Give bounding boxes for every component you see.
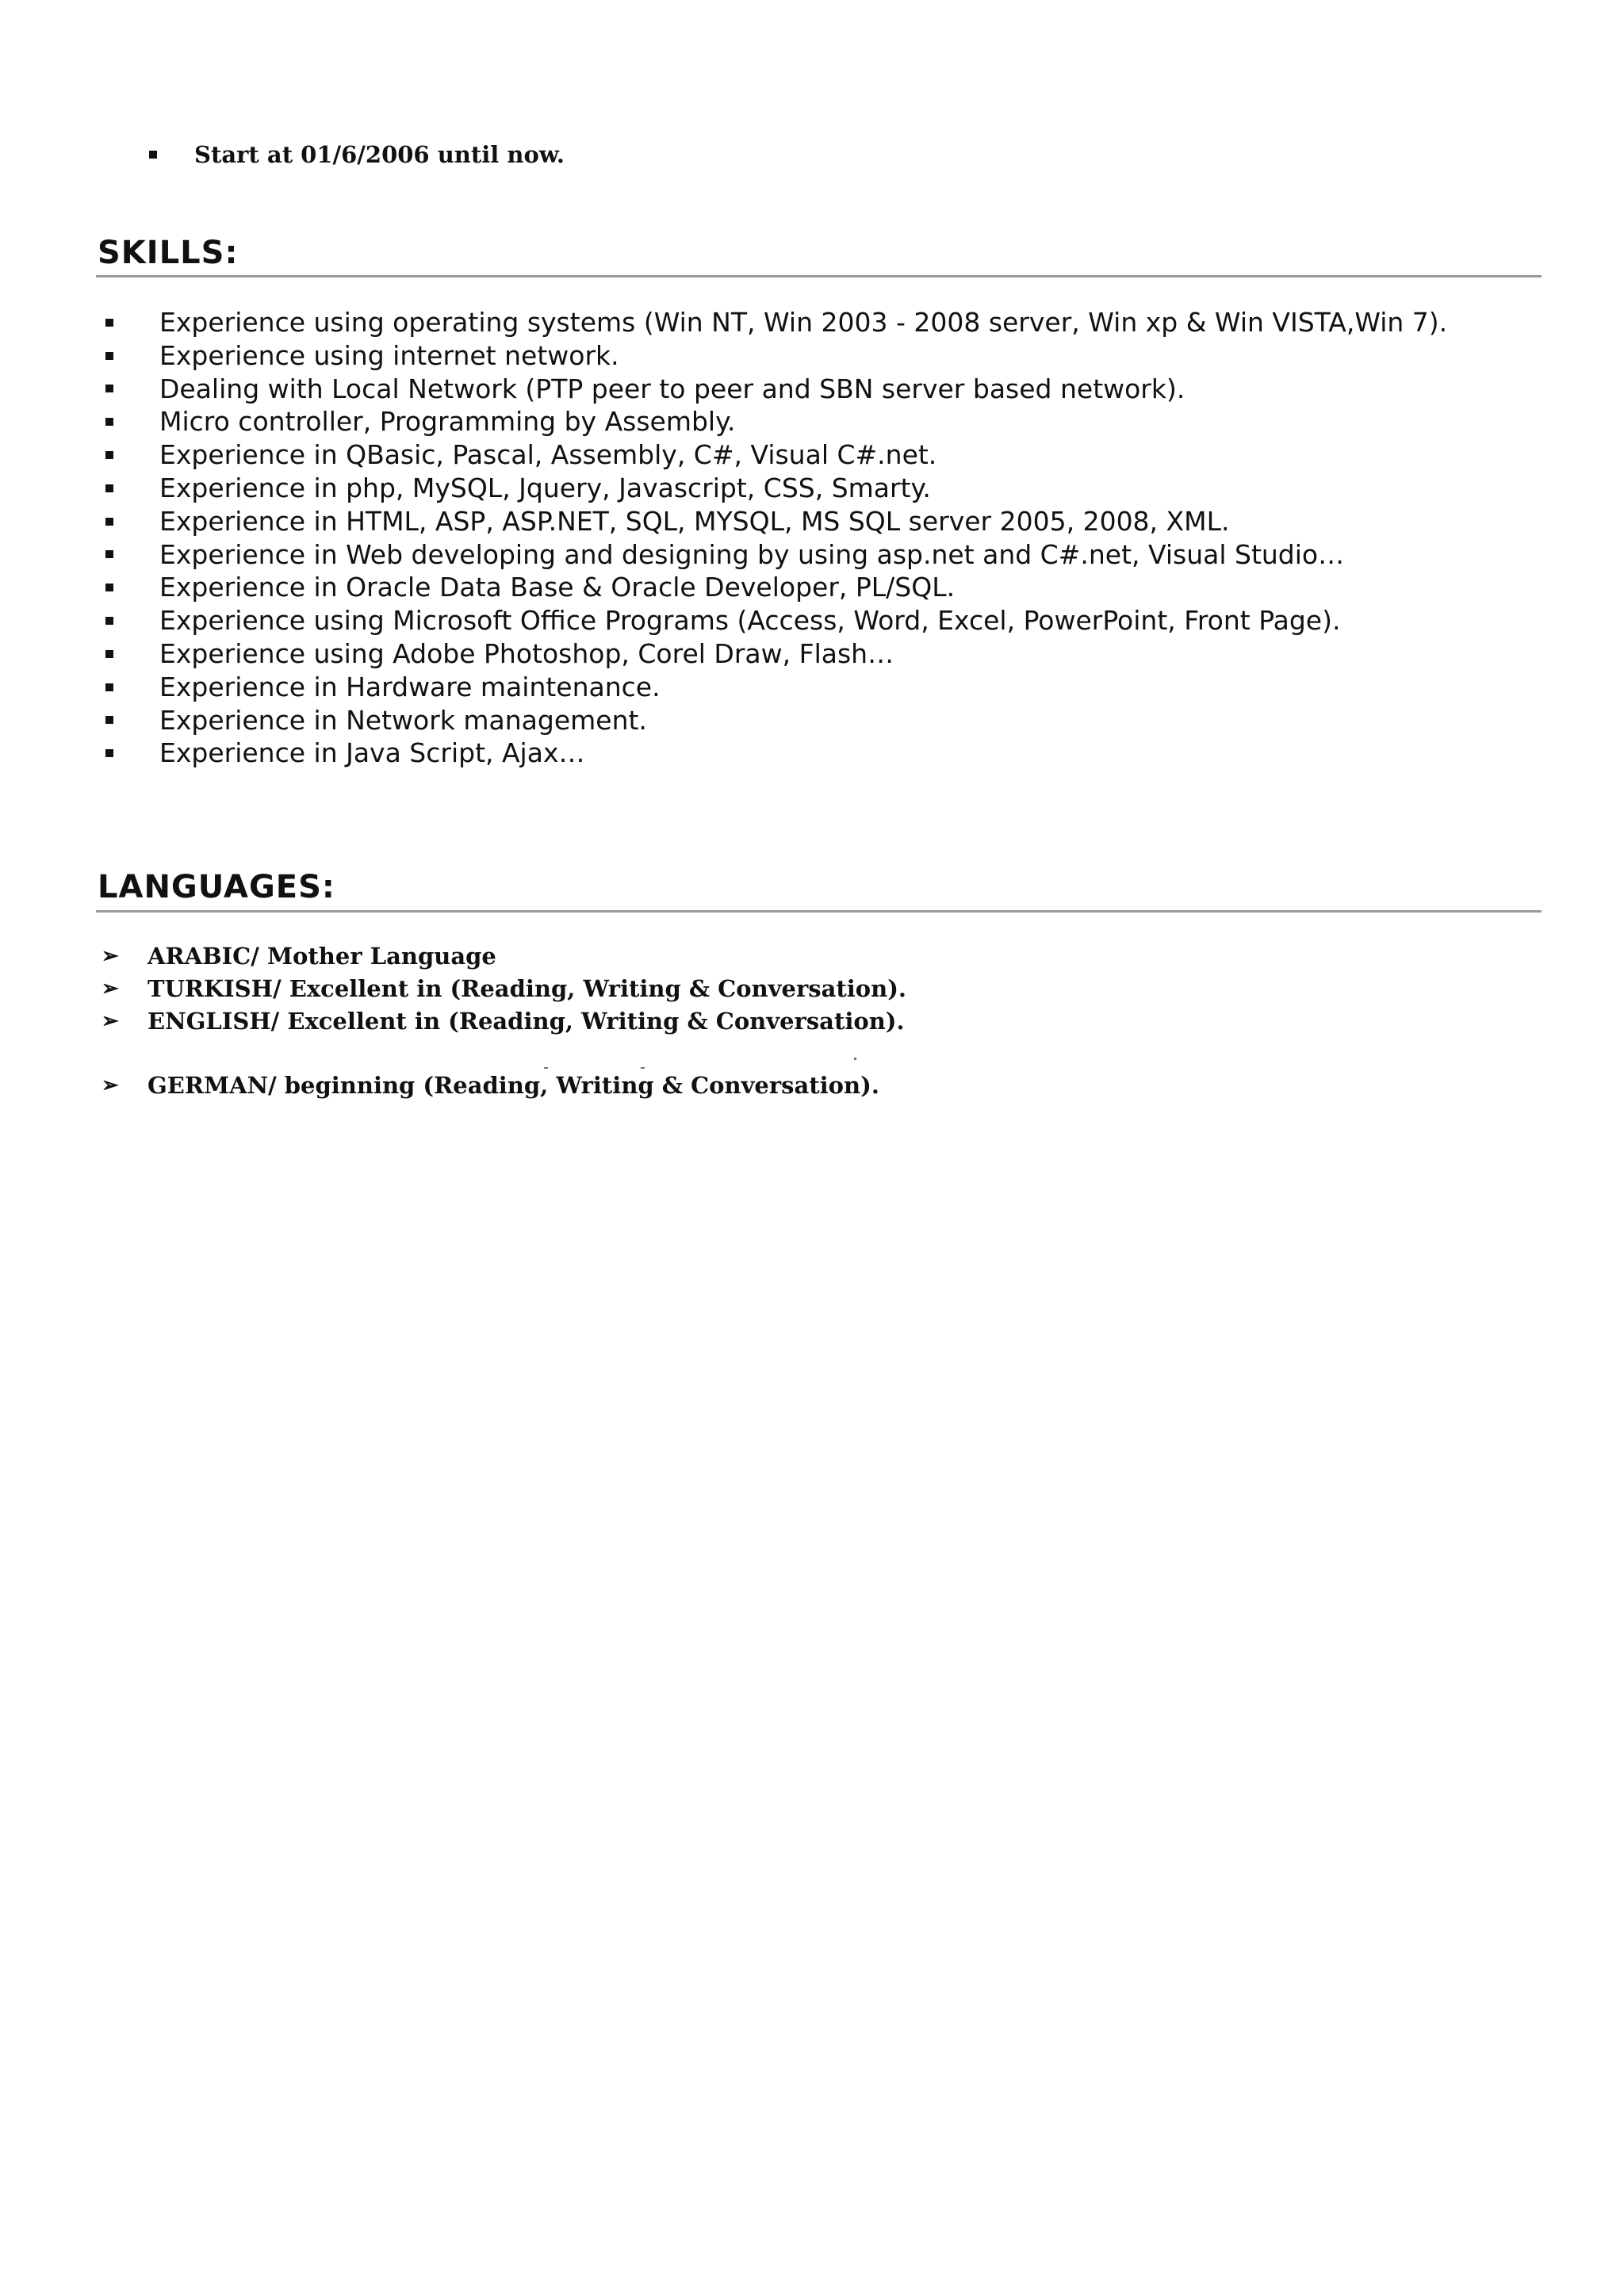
skill-text: Micro controller, Programming by Assembly. [159,406,736,438]
languages-divider [96,910,1542,913]
language-text: ENGLISH/ Excellent in (Reading, Writing & Conversation). [147,1008,905,1035]
square-bullet-icon [105,484,113,492]
list-item [105,704,1447,737]
employment-period-item [149,141,565,168]
square-bullet-icon [105,617,113,625]
list-item [105,538,1447,572]
list-item [105,637,1447,671]
list-item [105,472,1447,505]
language-text: TURKISH/ Excellent in (Reading, Writing & Conversation). [147,975,907,1002]
list-item [102,973,906,1005]
square-bullet-icon [105,518,113,526]
list-item [105,339,1447,373]
list-item [102,940,906,973]
arrow-bullet-icon: ➢ [102,944,119,968]
list-item [105,604,1447,637]
square-bullet-icon [105,749,113,757]
skill-text: Experience using Adobe Photoshop, Corel Draw, Flash… [159,637,894,669]
square-bullet-icon [105,352,113,360]
skill-text: Experience in Web developing and designing by using asp.net and C#.net, Visual Studio… [159,538,1345,570]
square-bullet-icon [105,385,113,392]
language-text: GERMAN/ beginning (Reading, Writing & Conversation). [147,1072,879,1099]
list-item [105,306,1447,339]
languages-heading: LANGUAGES: [98,869,335,905]
arrow-bullet-icon: ➢ [102,1009,119,1033]
list-item [102,1070,906,1102]
square-bullet-icon [105,319,113,327]
employment-period-text: Start at 01/6/2006 until now. [194,141,565,168]
square-bullet-icon [105,650,113,658]
list-item [105,737,1447,770]
skill-text: Experience using operating systems (Win NT, Win 2003 - 2008 server, Win xp & Win VISTA,Win 7). [159,307,1448,338]
square-bullet-icon [105,584,113,591]
scan-speck [854,1058,856,1060]
square-bullet-icon [105,418,113,426]
languages-list [102,940,906,1102]
skills-divider [96,275,1542,277]
skill-text: Experience in php, MySQL, Jquery, Javascript, CSS, Smarty. [159,472,931,503]
arrow-bullet-icon: ➢ [102,977,119,1001]
square-bullet-icon [105,550,113,558]
arrow-bullet-icon: ➢ [102,1073,119,1097]
language-text: ARABIC/ Mother Language [147,943,496,970]
skills-list [105,306,1447,770]
skill-text: Experience in HTML, ASP, ASP.NET, SQL, MYSQL, MS SQL server 2005, 2008, XML. [159,505,1230,537]
list-item [105,505,1447,538]
list-item [105,405,1447,438]
square-bullet-icon [105,683,113,691]
square-bullet-icon [105,716,113,724]
skill-text: Experience in Hardware maintenance. [159,671,661,702]
square-bullet-icon [105,451,113,459]
skill-text: Experience using Microsoft Office Programs (Access, Word, Excel, PowerPoint, Front Page). [159,605,1341,637]
list-item [105,671,1447,704]
skill-text: Experience in Oracle Data Base & Oracle Developer, PL/SQL. [159,572,956,603]
skill-text: Experience in Java Script, Ajax… [159,737,585,769]
skill-text: Experience in Network management. [159,704,647,736]
list-item [105,571,1447,604]
list-item [105,373,1447,406]
skill-text: Experience using internet network. [159,339,619,371]
list-item [105,438,1447,472]
list-item [102,1005,906,1038]
scan-speck [544,1067,548,1069]
skill-text: Experience in QBasic, Pascal, Assembly, C#, Visual C#.net. [159,439,937,471]
square-bullet-icon [149,151,157,159]
skills-heading: SKILLS: [98,235,239,271]
skill-text: Dealing with Local Network (PTP peer to peer and SBN server based network). [159,373,1185,404]
scan-speck [641,1067,645,1069]
